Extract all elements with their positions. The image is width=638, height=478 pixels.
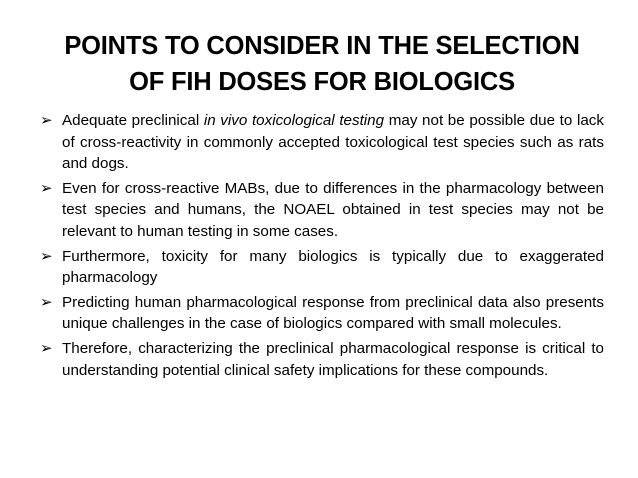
bullet-item-4 bbox=[40, 292, 604, 335]
arrow-bullet-icon: ➢ bbox=[40, 112, 53, 129]
bullet-text-pre: Adequate preclinical bbox=[62, 112, 204, 129]
bullet-item-3 bbox=[40, 246, 604, 289]
bullet-text: Predicting human pharmacological response from preclinical data also presents unique challenges in the case of biologics compared with small molecules. bbox=[62, 293, 604, 333]
bullet-text: Therefore, characterizing the preclinical pharmacological response is critical to understanding potential clinical safety implications for these compounds. bbox=[62, 339, 604, 379]
bullet-item-2 bbox=[40, 178, 604, 243]
slide-title-line-2: OF FIH DOSES FOR BIOLOGICS bbox=[129, 68, 515, 96]
slide-title bbox=[40, 28, 604, 100]
bullet-text-italic: in vivo toxicological testing bbox=[203, 112, 385, 129]
arrow-bullet-icon: ➢ bbox=[40, 339, 53, 357]
bullet-list bbox=[40, 110, 604, 381]
arrow-bullet-icon: ➢ bbox=[40, 247, 53, 265]
bullet-item-1 bbox=[40, 110, 604, 175]
bullet-text bbox=[62, 112, 604, 172]
arrow-bullet-icon: ➢ bbox=[40, 293, 53, 311]
bullet-text: Even for cross-reactive MABs, due to differences in the pharmacology between test species and humans, the NOAEL obtained in test species may not be relevant to human testing in some cases. bbox=[62, 179, 604, 240]
slide-title-line-1: POINTS TO CONSIDER IN THE SELECTION bbox=[64, 32, 580, 60]
bullet-text: Furthermore, toxicity for many biologics is typically due to exaggerated pharmacology bbox=[62, 247, 604, 287]
bullet-item-5 bbox=[40, 338, 604, 381]
arrow-bullet-icon: ➢ bbox=[40, 179, 53, 197]
bullet-text-post: may not be possible due to lack of cross-reactivity in commonly accepted toxicological test species such as rats and dogs. bbox=[62, 112, 604, 173]
